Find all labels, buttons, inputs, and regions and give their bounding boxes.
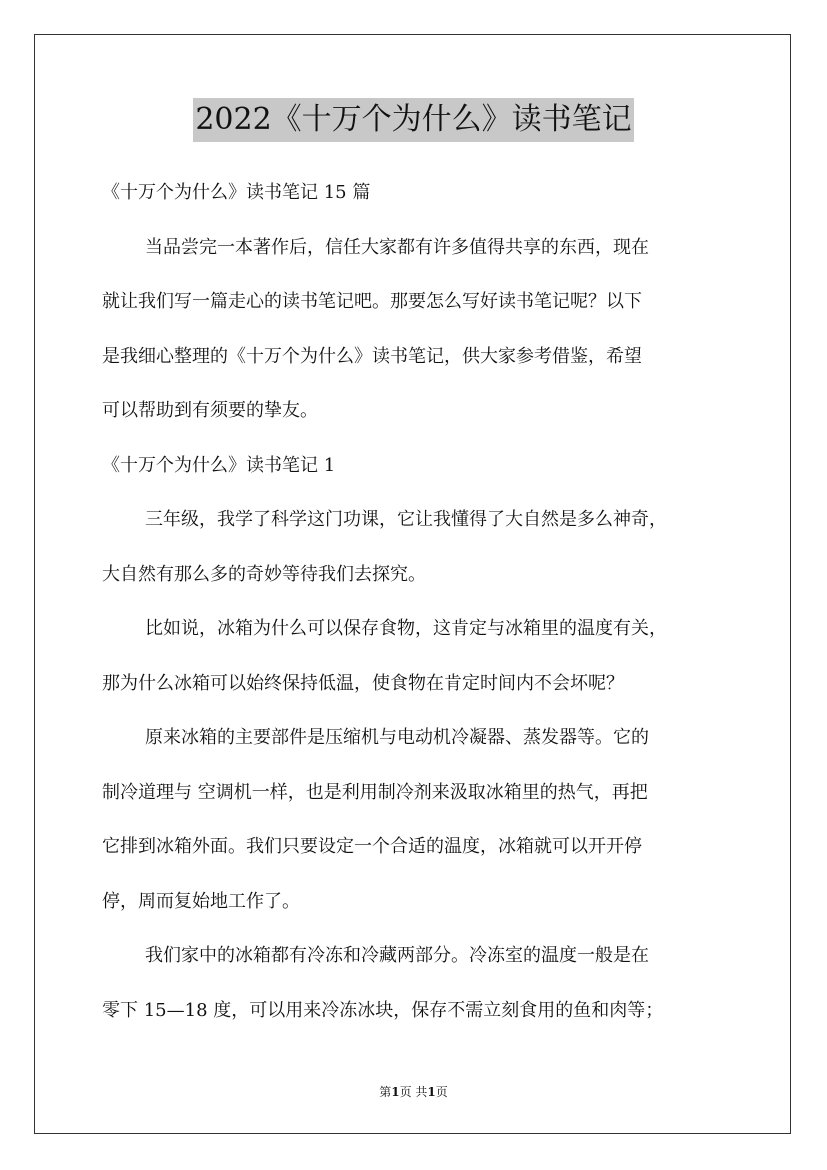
paragraph-line: 原来冰箱的主要部件是压缩机与电动机冷凝器、蒸发器等。它的 xyxy=(145,727,649,748)
paragraph-line: 当品尝完一本著作后，信任大家都有许多值得共享的东西，现在 xyxy=(145,237,649,258)
title-container xyxy=(0,98,827,142)
document-title: 2022《十万个为什么》读书笔记 xyxy=(193,98,633,142)
paragraph-line: 那为什么冰箱可以始终保持低温，使食物在肯定时间内不会坏呢？ xyxy=(102,673,624,694)
section-heading: 《十万个为什么》读书笔记 1 xyxy=(102,455,336,476)
paragraph-line: 大自然有那么多的奇妙等待我们去探究。 xyxy=(102,564,426,585)
section-heading: 《十万个为什么》读书笔记 15 篇 xyxy=(102,182,371,203)
paragraph-line: 制冷道理与 空调机一样，也是利用制冷剂来汲取冰箱里的热气，再把 xyxy=(102,782,648,803)
paragraph-line: 它排到冰箱外面。我们只要设定一个合适的温度，冰箱就可以开开停 xyxy=(102,836,642,857)
paragraph-line: 零下 15—18 度，可以用来冷冻冰块，保存不需立刻食用的鱼和肉等； xyxy=(102,1000,664,1021)
footer-total-suffix: 页 xyxy=(435,1085,448,1099)
footer-page-suffix: 页 xyxy=(399,1085,412,1099)
paragraph-line: 停，周而复始地工作了。 xyxy=(102,891,300,912)
footer-page-prefix: 第 xyxy=(379,1085,392,1099)
page-footer xyxy=(0,1084,827,1100)
paragraph-line: 我们家中的冰箱都有冷冻和冷藏两部分。冷冻室的温度一般是在 xyxy=(145,945,649,966)
footer-total-number: 1 xyxy=(427,1085,436,1099)
paragraph-line: 是我细心整理的《十万个为什么》读书笔记，供大家参考借鉴，希望 xyxy=(102,346,642,367)
paragraph-line: 就让我们写一篇走心的读书笔记吧。那要怎么写好读书笔记呢？以下 xyxy=(102,291,642,312)
paragraph-line: 比如说，冰箱为什么可以保存食物，这肯定与冰箱里的温度有关， xyxy=(145,618,667,639)
paragraph-line: 可以帮助到有须要的挚友。 xyxy=(102,400,318,421)
footer-page-number: 1 xyxy=(391,1085,400,1099)
paragraph-line: 三年级，我学了科学这门功课，它让我懂得了大自然是多么神奇， xyxy=(145,509,667,530)
footer-total-prefix: 共 xyxy=(415,1085,428,1099)
